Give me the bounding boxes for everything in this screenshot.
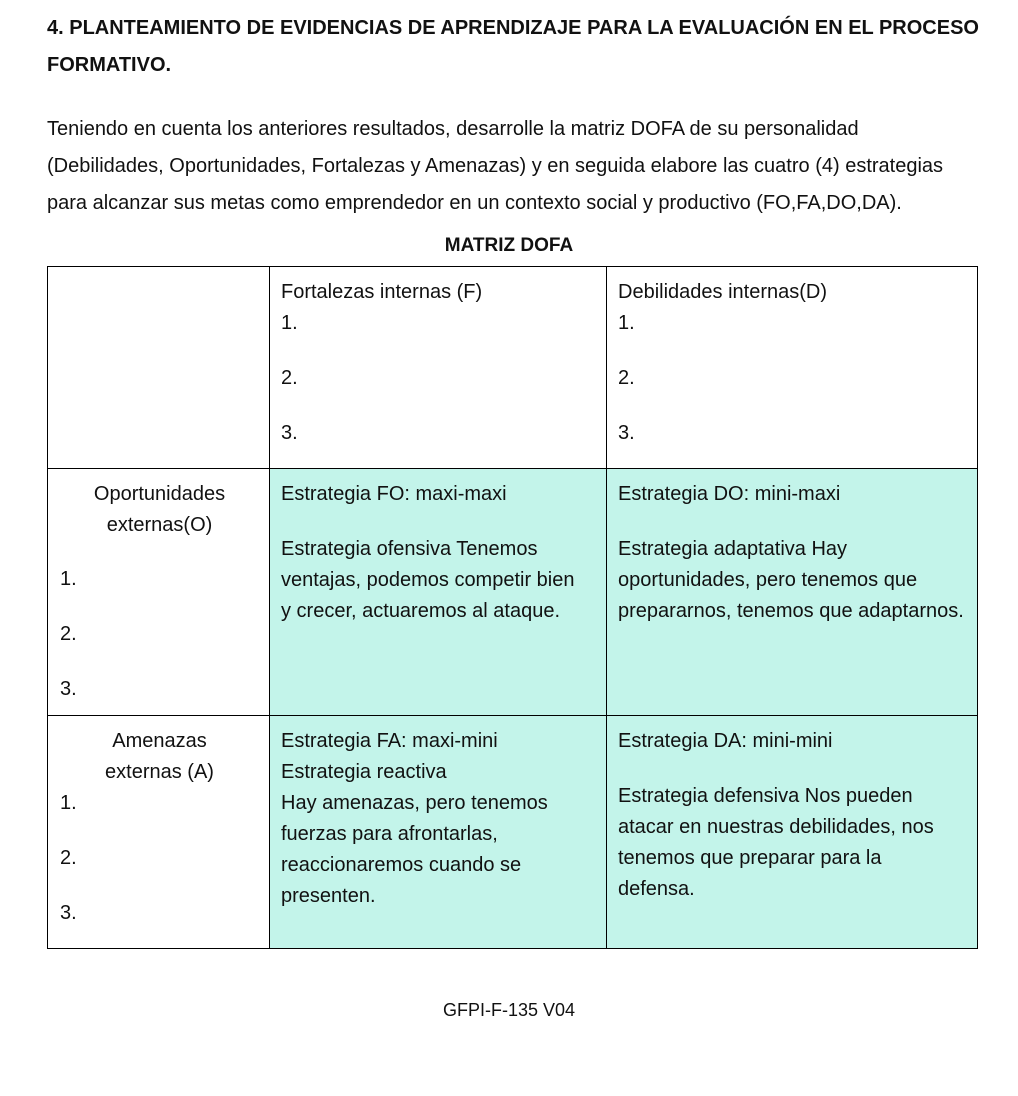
amenaza-item: 2. (60, 847, 77, 869)
debilidad-item: 1. (618, 312, 635, 334)
strategy-da-title: Estrategia DA: mini-mini (618, 730, 833, 752)
strategy-fa-cell (270, 716, 607, 949)
intro-paragraph (47, 111, 1018, 222)
strategy-fa-body: Hay amenazas, pero tenemos fuerzas para afrontarlas, reaccionaremos cuando se presenten. (281, 792, 548, 907)
fortaleza-item: 3. (281, 422, 298, 444)
debilidades-cell (607, 267, 978, 469)
debilidad-item: 2. (618, 367, 635, 389)
form-code-footer: GFPI-F-135 V04 (442, 1000, 576, 1020)
fortaleza-item: 2. (281, 367, 298, 389)
fortaleza-item: 1. (281, 312, 298, 334)
strategy-da-body: Estrategia defensiva Nos pueden atacar en nuestras debilidades, nos tenemos que preparar para la defensa. (618, 785, 934, 900)
oportunidades-title: Oportunidades externas(O) (93, 483, 226, 536)
strategy-do-cell (607, 469, 978, 716)
strategy-do-title: Estrategia DO: mini-maxi (618, 483, 841, 505)
debilidades-title: Debilidades internas(D) (618, 281, 827, 303)
matrix-title: MATRIZ DOFA (444, 235, 574, 256)
fortalezas-cell (270, 267, 607, 469)
amenaza-item: 1. (60, 792, 77, 814)
strategy-fo-title: Estrategia FO: maxi-maxi (281, 483, 507, 505)
oportunidad-item: 2. (60, 623, 77, 645)
intro-line: para alcanzar sus metas como emprendedor en un contexto social y productivo (FO,FA,DO,DA). (47, 192, 902, 214)
strategy-do-body: Estrategia adaptativa Hay oportunidades, pero tenemos que prepararnos, tenemos que adaptarnos. (618, 538, 964, 622)
oportunidad-item: 3. (60, 678, 77, 700)
strategy-fo-cell (270, 469, 607, 716)
amenaza-item: 3. (60, 902, 77, 924)
corner-cell (48, 267, 270, 469)
fortalezas-title: Fortalezas internas (F) (281, 281, 483, 303)
section-heading: 4. PLANTEAMIENTO DE EVIDENCIAS DE APRENDIZAJE PARA LA EVALUACIÓN EN EL PROCESO FORMATIVO. (47, 17, 979, 76)
oportunidades-cell (48, 469, 270, 716)
strategy-fa-title: Estrategia FA: maxi-mini (281, 730, 498, 752)
oportunidad-item: 1. (60, 568, 77, 590)
debilidad-item: 3. (618, 422, 635, 444)
strategy-fa-subtitle: Estrategia reactiva (281, 761, 447, 783)
strategy-fo-body: Estrategia ofensiva Tenemos ventajas, podemos competir bien y crecer, actuaremos al ataque. (281, 538, 575, 622)
strategy-da-cell (607, 716, 978, 949)
amenazas-cell (48, 716, 270, 949)
amenazas-title: Amenazas externas (A) (105, 730, 214, 783)
intro-line: (Debilidades, Oportunidades, Fortalezas y Amenazas) y en seguida elabore las cuatro (4) estrategias (47, 155, 944, 177)
intro-line: Teniendo en cuenta los anteriores resultados, desarrolle la matriz DOFA de su personalidad (47, 118, 859, 140)
dofa-matrix (47, 266, 978, 949)
